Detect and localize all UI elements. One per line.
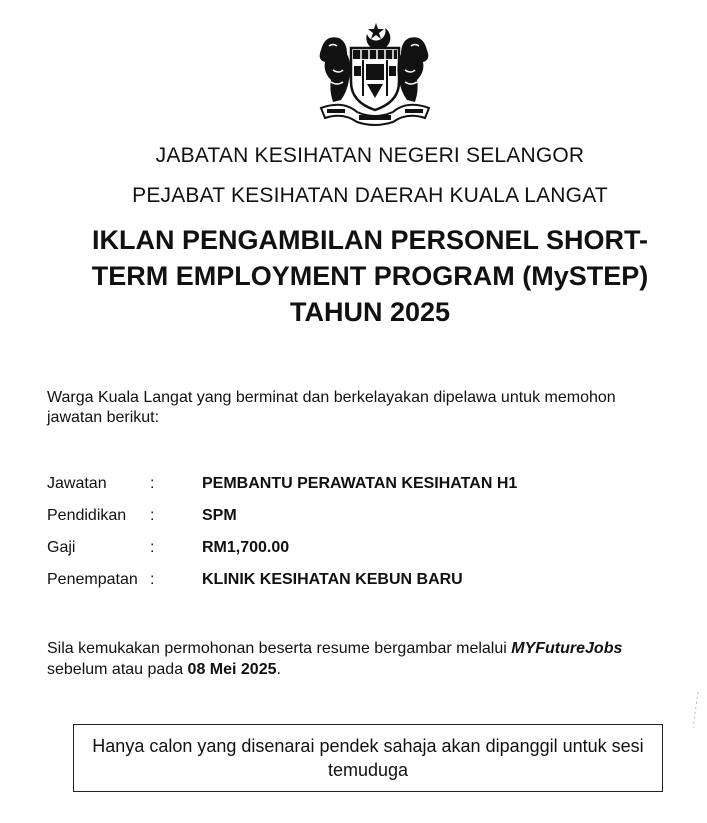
application-text: sebelum atau pada [47, 661, 188, 678]
advertisement-title [0, 222, 707, 330]
intro-paragraph: Warga Kuala Langat yang berminat dan berkelayakan dipelawa untuk memohon jawatan berikut: [47, 389, 616, 426]
portal-name: MYFutureJobs [511, 640, 623, 657]
detail-row-penempatan [47, 570, 667, 602]
title-line: IKLAN PENGAMBILAN PERSONEL SHORT- [91, 225, 649, 255]
scan-artifact-icon [690, 690, 700, 730]
shortlist-notice: Hanya calon yang disenarai pendek sahaja akan dipanggil untuk sesi temuduga [92, 736, 644, 780]
detail-colon: : [150, 475, 155, 492]
job-details [47, 474, 667, 602]
detail-value: SPM [202, 507, 237, 524]
detail-label: Jawatan [47, 475, 107, 492]
title-line: TERM EMPLOYMENT PROGRAM (MySTEP) [91, 261, 649, 291]
detail-colon: : [150, 507, 155, 524]
shortlist-notice-box [73, 724, 663, 792]
detail-row-pendidikan [47, 506, 667, 538]
detail-value: PEMBANTU PERAWATAN KESIHATAN H1 [202, 475, 518, 492]
detail-row-jawatan [47, 474, 667, 506]
detail-label: Gaji [47, 539, 76, 556]
detail-value: RM1,700.00 [202, 539, 290, 556]
detail-value: KLINIK KESIHATAN KEBUN BARU [202, 571, 463, 588]
detail-row-gaji [47, 538, 667, 570]
malaysia-coat-of-arms-icon [303, 20, 445, 132]
title-line: TAHUN 2025 [289, 297, 451, 327]
detail-label: Penempatan [47, 571, 138, 588]
detail-colon: : [150, 539, 155, 556]
application-instructions [47, 638, 687, 680]
application-deadline: 08 Mei 2025 [187, 661, 277, 678]
application-text: Sila kemukakan permohonan beserta resume bergambar melalui [47, 640, 512, 657]
detail-colon: : [150, 571, 155, 588]
application-text: . [276, 661, 281, 678]
department-name: JABATAN KESIHATAN NEGERI SELANGOR [155, 144, 585, 167]
office-name: PEJABAT KESIHATAN DAERAH KUALA LANGAT [132, 184, 608, 207]
detail-label: Pendidikan [47, 507, 127, 524]
